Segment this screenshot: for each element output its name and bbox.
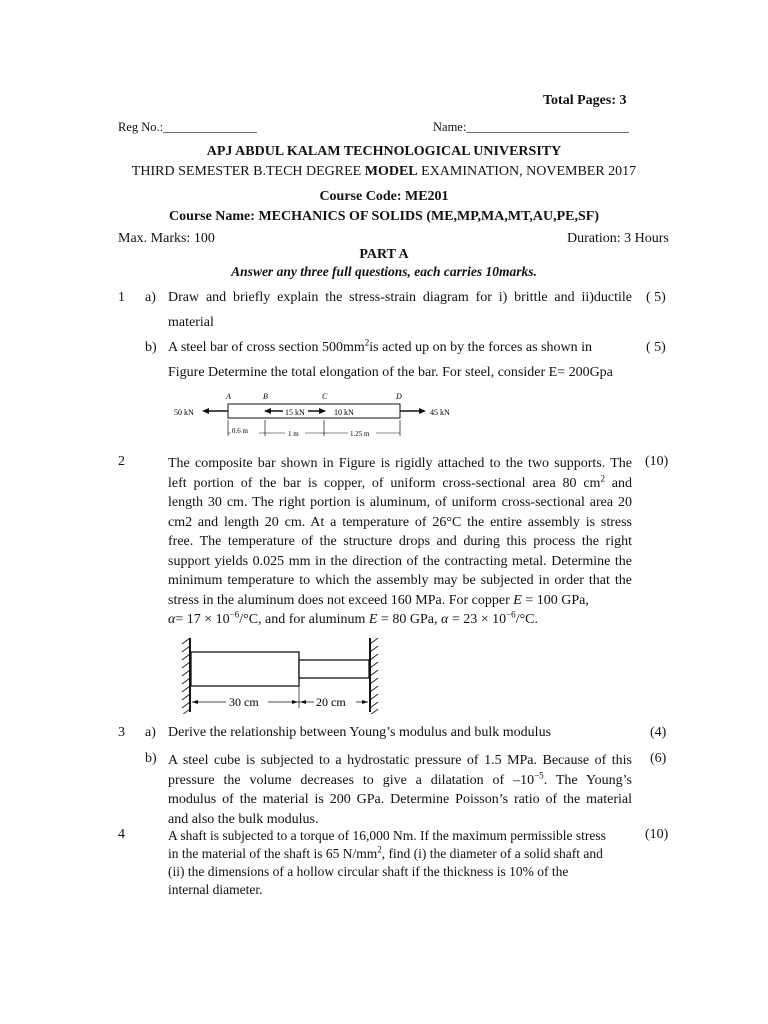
part-heading: PART A [359,247,409,262]
q4-text: A shaft is subjected to a torque of 16,000 Nm. If the maximum permissible stress in the material of the shaft is 65 $N/mm^2$, find (i) the diameter of a solid shaft and (ii) the dimensions of a hollow circular shaft if the thickness is 10% of the internal diameter. [168,828,606,897]
len-right-label: 20 cm [316,695,346,709]
name-field: Name:__________________________ [433,120,629,134]
total-pages: Total Pages: 3 [543,93,627,108]
aluminum-section [299,660,369,678]
q1-bar-figure [168,388,468,446]
copper-section [191,652,299,686]
q1b-text-cont: Figure Determine the total elongation of the bar. For steel, consider E= 200Gpa [168,365,613,380]
q3a-text: Derive the relationship between Young’s modulus and bulk modulus [168,725,552,740]
mid-force-1-label: 15 kN [285,408,305,417]
q1b-text: A steel bar of cross section $500mm^2is$ acted up on by the forces as shown in [168,337,593,355]
len-1-label: 0.6 m [232,427,248,435]
q2-text: The composite bar shown in Figure is rigidly attached to the two supports. The left portion of the bar is copper, of uniform cross-sectional area 80 $cm^2$ and length 30 cm. The right portion is aluminum, of uniform cross-sectional area 20 cm2 and length 20 cm. At a temperature of 26°C the entire assembly is stress free. The temperature of the structure drops and during this process the right support yields 0.025 mm in the direction of the contracting metal. Determine the minimum temperature to which the assembly may be subjected in order that the stress in the aluminum does not exceed 160 MPa. For copper E = 100 GPa, $\alpha= 17 \times 10^{-6}/^\circ C$, and for aluminum E = 80 GPa, $\alpha = 23 \times 10^{-6}/^\circ C$. [168,456,632,627]
course-name: Course Name: MECHANICS OF SOLIDS (ME,MP,MA,MT,AU,PE,SF) [169,209,599,224]
point-d-label: D [396,392,402,401]
q3-number: 3 [118,725,125,740]
duration: Duration: 3 Hours [567,231,669,246]
point-c-label: C [322,392,328,401]
len-3-label: 1.25 m [350,430,370,438]
point-b-label: B [263,392,268,401]
c-force-arrow [319,408,326,414]
q1a-text-cont: material [168,315,214,330]
university-name: APJ ABDUL KALAM TECHNOLOGICAL UNIVERSITY [206,144,562,159]
b-force-arrow [264,408,271,414]
point-a-label: A [226,392,231,401]
instruction: Answer any three full questions, each carries 10marks. [231,264,537,279]
max-marks: Max. Marks: 100 [118,231,215,246]
q1a-label: a) [145,290,156,305]
q3a-label: a) [145,725,156,740]
q1a-marks: ( 5) [646,290,666,305]
q1-number: 1 [118,290,125,305]
q2-composite-bar-figure [178,636,382,714]
q4-marks: (10) [645,827,669,842]
q2-marks: (10) [645,454,669,469]
q3b-text: A steel cube is subjected to a hydrostatic pressure of 1.5 MPa. Because of this pressure the volume decreases to give a dilatation of $-10^{-5}$. The Young’s modulus of the material is 200 GPa. Determine Poisson’s ratio of the material and also the bulk modulus. [168,753,633,827]
mid-force-2-label: 10 kN [334,408,354,417]
q2-number: 2 [118,454,125,469]
len-left-label: 30 cm [229,695,259,709]
course-code: Course Code: ME201 [319,189,449,204]
q3b-label: b) [145,751,157,766]
q3b-marks: (6) [650,751,667,766]
q1a-text: Draw and briefly explain the stress-strain diagram for i) brittle and ii)ductile [168,290,632,305]
right-force-label: 45 kN [430,408,450,417]
left-force-label: 50 kN [174,408,194,417]
q3a-marks: (4) [650,725,667,740]
q1b-label: b) [145,340,157,355]
q1b-marks: ( 5) [646,340,666,355]
exam-title: THIRD SEMESTER B.TECH DEGREE MODEL EXAMINATION, NOVEMBER 2017 [131,164,637,179]
reg-no-field: Reg No.:_______________ [118,120,257,134]
len-2-label: 1 m [288,430,299,438]
q4-number: 4 [118,827,125,842]
